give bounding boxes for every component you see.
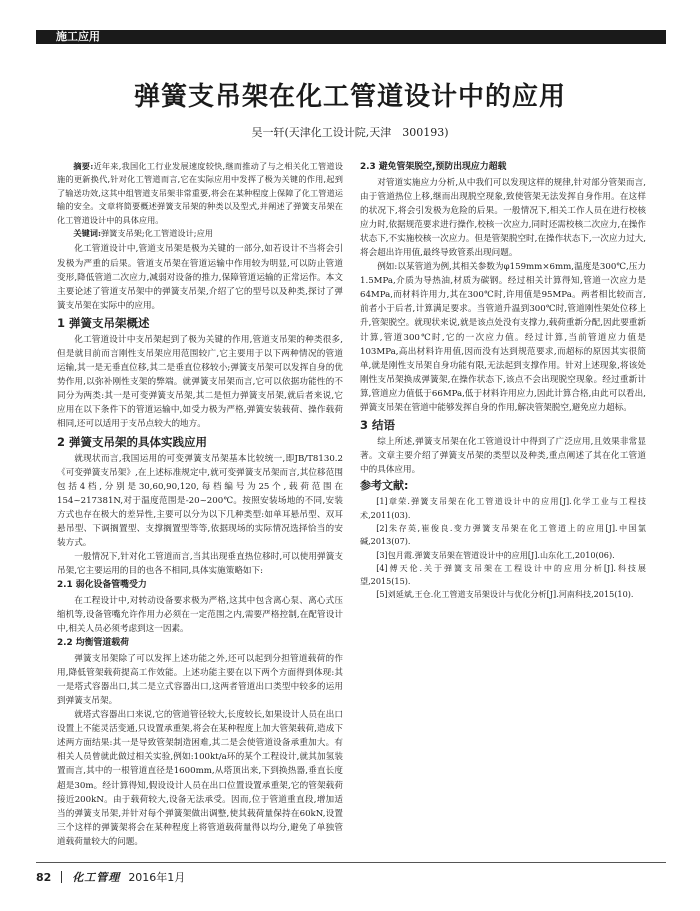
subsection-heading: 2.3 避免管架脱空,预防出现应力超载	[360, 162, 507, 172]
reference-item: [5]刘延斌,王仓.化工管道支吊架设计与优化分析[J].河南科技,2015(10).	[376, 589, 634, 600]
abstract	[57, 160, 343, 227]
section-tag: 施工应用	[56, 30, 100, 43]
journal-logo: 化工管理	[72, 871, 121, 884]
references-heading: 参考文献:	[360, 479, 409, 493]
right-column	[360, 160, 646, 602]
page-footer	[36, 868, 185, 888]
paragraph: 一般情况下,针对化工管道而言,当其出现垂直热位移时,可以使用弹簧支吊架,它主要运用的目的也各不相同,具体实施策略如下:	[57, 552, 343, 577]
paragraph: 在工程设计中,对转动设备要求极为严格,这其中包含离心泵、离心式压缩机等,设备管嘴允许作用力必须在一定范围之内,需要严格控制,在配管设计中,相关人员必须考虑到这一因素。	[57, 595, 343, 635]
paragraph: 例如:以某管道为例,其相关参数为φ159mm×6mm,温度是300℃,压力1.5MPa,介质为导热油,材质为碳钢。经过相关计算得知,管道一次应力是64MPa,而材料许用力,其在300℃时,许用值是95MPa。两者相比较而言,前者小于后者,计算满足要求。当管道升温到300℃时,管道刚性架处位移上升,管架脱空。就现状来说,就是该点处没有支撑力,载荷重新分配,因此要重新计算,管道300℃时,它的一次应力值。经过计算,当前管道应力值是103MPa,高出材料许用值,因而没有达到规范要求,而超标的原因其实很简单,就是刚性支吊架自身功能有限,无法起到支撑作用。针对上述现象,将该处刚性支吊架换成弹簧架,在操作状态下,该点不会出现脱空现象。经过重新计算,管道应力值低于66MPa,低于材料许用应力,因此计算合格,由此可以看出,弹簧支吊架在管道中能够发挥自身的作用,解决管架脱空,避免应力超标。	[360, 262, 646, 413]
paragraph: 就塔式容器出口来说,它的管道管径较大,长度较长,如果设计人员在出口设置上不能灵活变通,只设置承重架,将会在某种程度上加大管架载荷,造成下述两方面结果:其一是导致管架制造困难,其二是会使管道设备承重加大。有相关人员曾就此做过相关实验,例如:100kt/a环的某个工程设计,就其加氢装置而言,其中的一根管道直径是1600mm,从塔顶出来,下到换热器,垂直长度超是30m。经计算得知,假设设计人员在出口位置设置承重架,它的管架载荷接近200kN。由于载荷较大,设备无法承受。因而,位于管道重直段,增加适当的弹簧支吊架,并针对每个弹簧架做出调整,使其载荷量保持在60kN,设置三个这样的弹簧架将会在某种程度上将管道载荷量得以均分,避免了单独管道载荷量较大的问题。	[57, 710, 343, 847]
abstract-label: 摘要:	[73, 161, 94, 171]
reference-item: [2]朱存英,崔俊良.变力弹簧支吊架在化工管道上的应用[J].中国氯碱,2013(07).	[360, 522, 646, 547]
subsection-heading: 2.2 均衡管道载荷	[57, 638, 130, 649]
footer-separator	[61, 871, 62, 883]
footer-divider	[36, 862, 666, 863]
paragraph: 就现状而言,我国运用的可变弹簧支吊架基本比较统一,即JB/T8130.2《可变弹簧支吊架》,在上述标准规定中,就可变弹簧支吊架而言,其位移范围包括4档,分别是30,60,90,120,每档编号为25个,载荷范围在154~217381N,对于温度范围是-20~200℃。按照安装场地的不同,安装方式也存在极大的差异性,主要可以分为以下几种类型:如单耳悬吊型、双耳悬吊型、下调搁置型、支撑搁置型等等,依据现场的实际情况选择恰当的安装方式。	[57, 453, 343, 549]
author-line: 吴一轩(天津化工设计院,天津 300193)	[251, 126, 449, 139]
left-column	[57, 160, 343, 849]
section-heading: 2 弹簧支吊架的具体实践应用	[57, 434, 208, 449]
article-title: 弹簧支吊架在化工管道设计中的应用	[133, 82, 566, 112]
keywords-text: 弹簧支吊架;化工管道设计;应用	[100, 228, 213, 239]
subsection-heading: 2.1 弱化设备管嘴受力	[57, 580, 147, 591]
paragraph: 综上所述,弹簧支吊架在化工管道设计中得到了广泛应用,且效果非常显著。文章主要介绍了弹簧支吊架的类型以及种类,重点阐述了其在化工管道中的具体应用。	[360, 437, 646, 476]
issue-date: 2016年1月	[128, 871, 186, 884]
reference-item: [3]包月霞.弹簧支吊架在管道设计中的应用[J].山东化工,2010(06).	[376, 549, 615, 560]
reference-item: [4]傅天伦.关于弹簧支吊架在工程设计中的应用分析[J].科技展望,2015(15).	[360, 562, 646, 587]
header-bar	[36, 30, 666, 44]
paragraph: 化工管道设计中支吊架起到了极为关键的作用,管道支吊架的种类很多,但是就目前而言刚性支吊架应用范围较广,它主要用于以下两种情况的管道运输,其一是无垂直位移,其二是垂直位移较小;弹簧支吊架可以发挥自身的优势作用,以弥补刚性支架的弊端。就弹簧支吊架而言,它可以依据功能性的不同分为两类:其一是可变弹簧支吊架,其二是恒力弹簧支吊架,就后者来说,它应用在以下条件下的管道运输中,如受力极为严格,弹簧安装载荷、操作载荷相同,还可以适用于支吊点较大的地方。	[57, 334, 343, 430]
reference-item: [1]章荣.弹簧支吊架在化工管道设计中的应用[J].化学工业与工程技术,2011(03).	[360, 496, 646, 520]
keywords	[57, 227, 343, 240]
abstract-text: 近年来,我国化工行业发展速度较快,继而推动了与之相关化工管道设施的更新换代,针对化工管道而言,它在实际应用中发挥了极为关键的作用,起到了输送功效,这其中组管道支吊架非常重要,将会在某种程度上保障了化工管道运输的安全。文章将简要概述弹簧支吊架的种类以及型式,并阐述了弹簧支吊架在化工管道设计中的具体应用。	[57, 161, 343, 225]
paragraph: 弹簧支吊架除了可以发挥上述功能之外,还可以起到分担管道载荷的作用,降低管架载荷提高工作效能。上述功能主要在以下两个方面得到体现:其一是塔式容器出口,其二是立式容器出口,这两者管道出口类型中较多的运用到弹簧支吊架。	[57, 653, 343, 706]
section-heading: 3 结语	[360, 418, 396, 433]
section-heading: 1 弹簧支吊架概述	[57, 315, 150, 330]
keywords-label: 关键词:	[73, 228, 101, 239]
page-number: 82	[36, 871, 52, 884]
paragraph: 对管道实施应力分析,从中我们可以发现这样的规律,针对部分管架而言,由于管道热位上移,继而出现脱空现象,致使管架无法发挥自身作用。在这样的状况下,将会引发极为危险的后果。一般情况下,相关工作人员在进行校核应力时,依据规范要求进行操作,校核一次应力,同时还需校核二次应力,在操作状态下,不实施校核一次应力。但是管架脱空时,在操作状态下,一次应力过大,将会超出许用值,最终导致管系出现问题。	[360, 177, 646, 258]
intro-paragraph: 化工管道设计中,管道支吊架是极为关键的一部分,如若设计不当将会引发极为严重的后果。管道支吊架在管道运输中作用较为明显,可以防止管道变形,降低管道二次应力,减弱对设备的推力,保障管道运输的正常运作。本文主要论述了管道支吊架中的弹簧支吊架,介绍了它的型号以及种类,探讨了弹簧支吊架在实际中的应用。	[57, 244, 343, 311]
